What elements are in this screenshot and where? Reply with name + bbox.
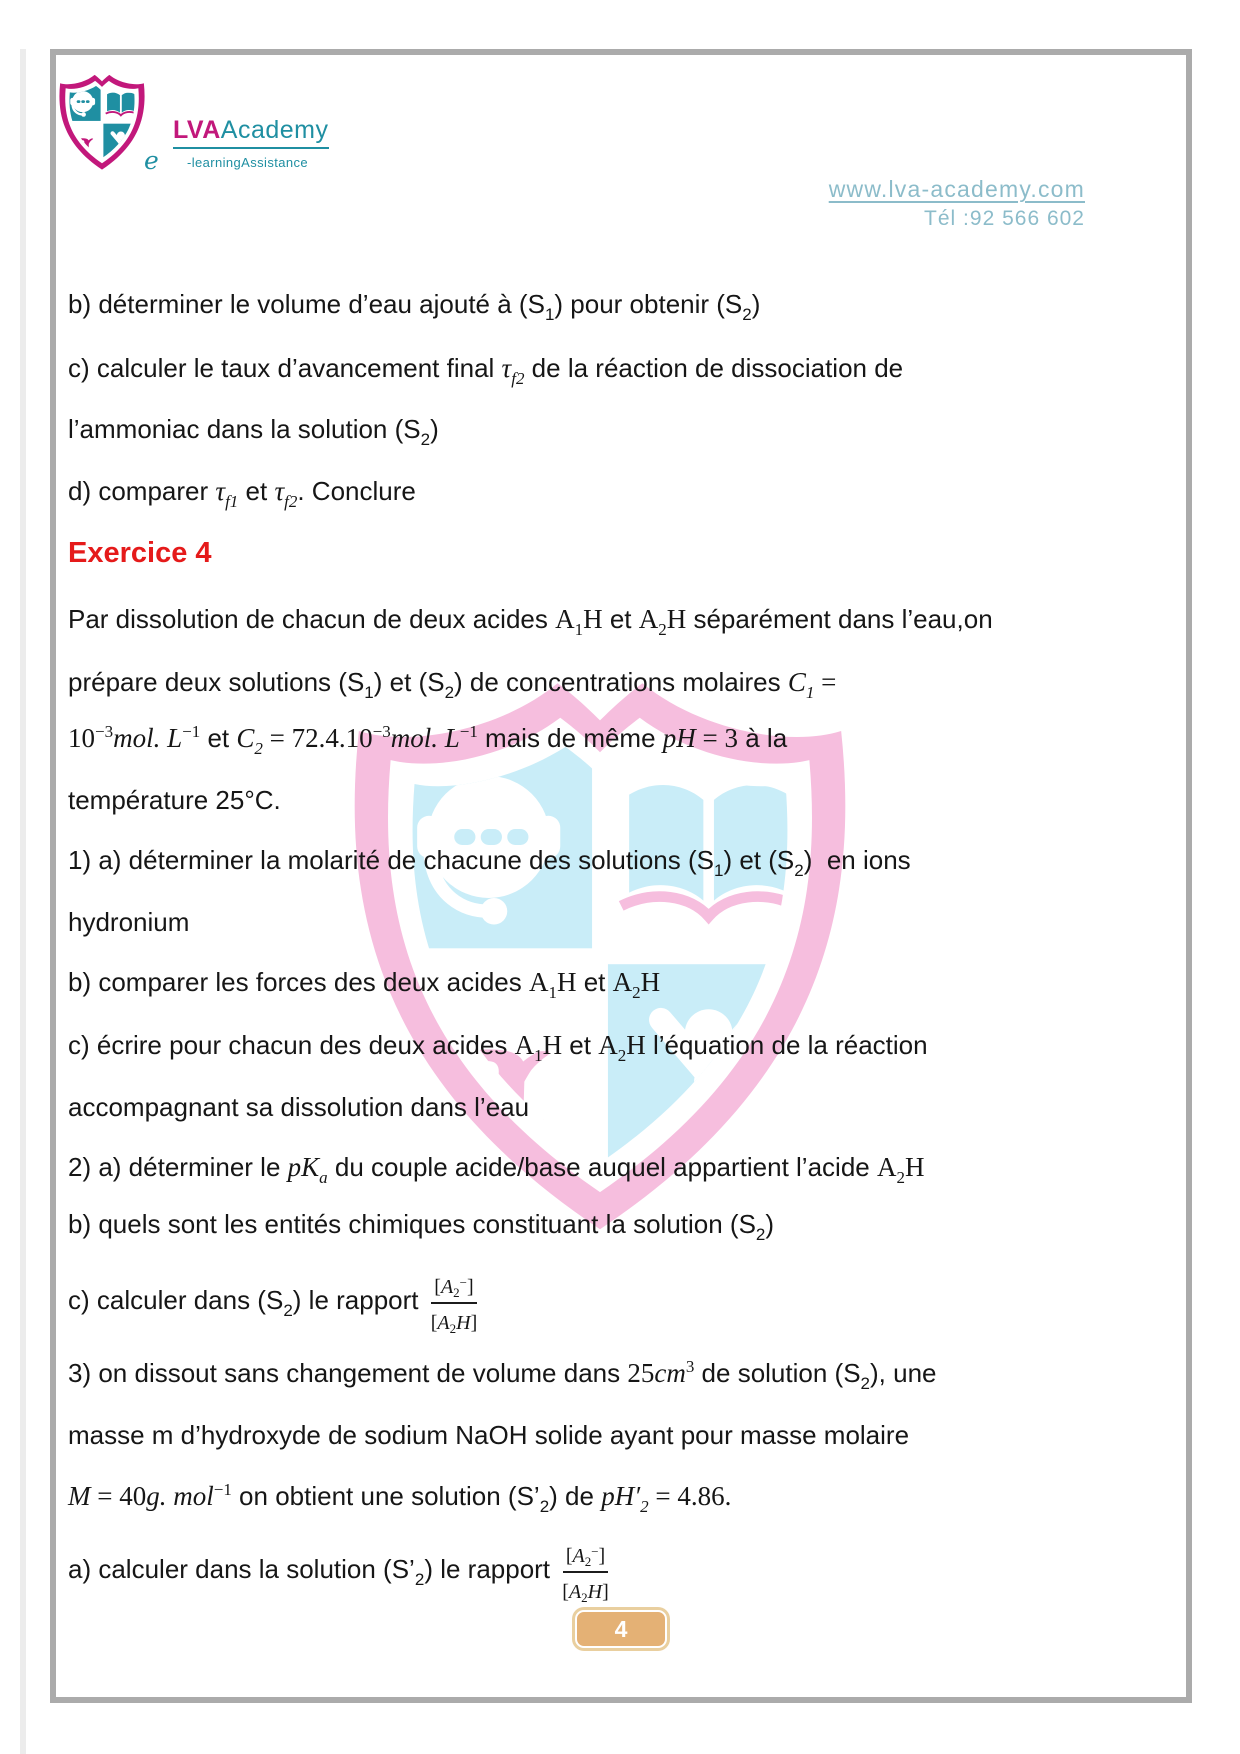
text-line: b) comparer les forces des deux acides $A_1H$ et $A_2H$ [68, 967, 661, 1002]
text-line: 2) a) déterminer le $pK_a$ du couple acide/base auquel appartient l’acide $A_2H$ [68, 1152, 925, 1187]
website-link: www.lva-academy.com [828, 176, 1085, 202]
text-line: b) déterminer le volume d’eau ajouté à $(S_1)$ pour obtenir $(S_2)$ [68, 289, 761, 324]
text-line: masse m d’hydroxyde de sodium NaOH solide ayant pour masse molaire [68, 1420, 910, 1450]
text-line: prépare deux solutions $(S_1)$ et $(S_2)$ de concentrations molaires $C_1$ = [68, 667, 837, 702]
text-line: d) comparer $\tau_{f1}$ et $\tau_{f2}$. Conclure [68, 476, 416, 511]
fraction: $\frac{[A2^-]}{[A2H]}$ [562, 1539, 609, 1606]
text-line: l’ammoniac dans la solution $(S_2)$ [68, 414, 439, 449]
brand-lva: LVA [173, 116, 221, 144]
text-line: c) calculer le taux d’avancement final $\tau_{f2}$ de la réaction de dissociation de [68, 353, 904, 388]
page-number: 4 [614, 1615, 628, 1642]
exercise-heading: Exercice 4 [68, 537, 212, 569]
text-line: c) calculer dans $(S_2)$ le rapport $\frac{[A2^-]}{[A2H]}$ [68, 1261, 477, 1345]
brand-academy: Academy [220, 116, 329, 144]
text-line: 3) on dissout sans changement de volume dans $25cm^3$ de solution $(S_2)$, une [68, 1357, 937, 1393]
text-line: Par dissolution de chacun de deux acides $A_1H$ et $A_2H$ séparément dans l’eau,on [68, 604, 993, 639]
text-line: b) quels sont les entités chimiques constituant la solution $(S_2)$ [68, 1209, 775, 1244]
text-line: température 25°C. [68, 785, 281, 815]
text-line: M = 40g. mol$^{-1}$ on obtient une solution $(S’_2)$ de $pH'_2 = 4.86$. [68, 1480, 732, 1516]
fraction: $\frac{[A2^-]}{[A2H]}$ [431, 1270, 478, 1337]
text-line: accompagnant sa dissolution dans l’eau [68, 1092, 530, 1122]
page-number-badge [575, 1610, 667, 1648]
text-line: $10^{-3}mol$. $L^{-1}$ et $C_2 = 72.4.10^{-3}mol$. $L^{-1}$ mais de même pH = 3 à la [68, 722, 788, 758]
text-line: 1) a) déterminer la molarité de chacune des solutions $(S_1)$ et $(S_2)$ en ions [68, 845, 911, 880]
text-line: c) écrire pour chacun des deux acides $A_1H$ et $A_2H$ l’équation de la réaction [68, 1030, 928, 1065]
text-line: a) calculer dans la solution $(S’_2)$ le rapport $\frac{[A2^-]}{[A2H]}$ [68, 1530, 609, 1614]
phone-number: Tél :92 566 602 [924, 207, 1085, 230]
brand-script-e: e [144, 146, 159, 175]
text-line: hydronium [68, 907, 190, 937]
brand-tagline: -learningAssistance [187, 155, 309, 170]
